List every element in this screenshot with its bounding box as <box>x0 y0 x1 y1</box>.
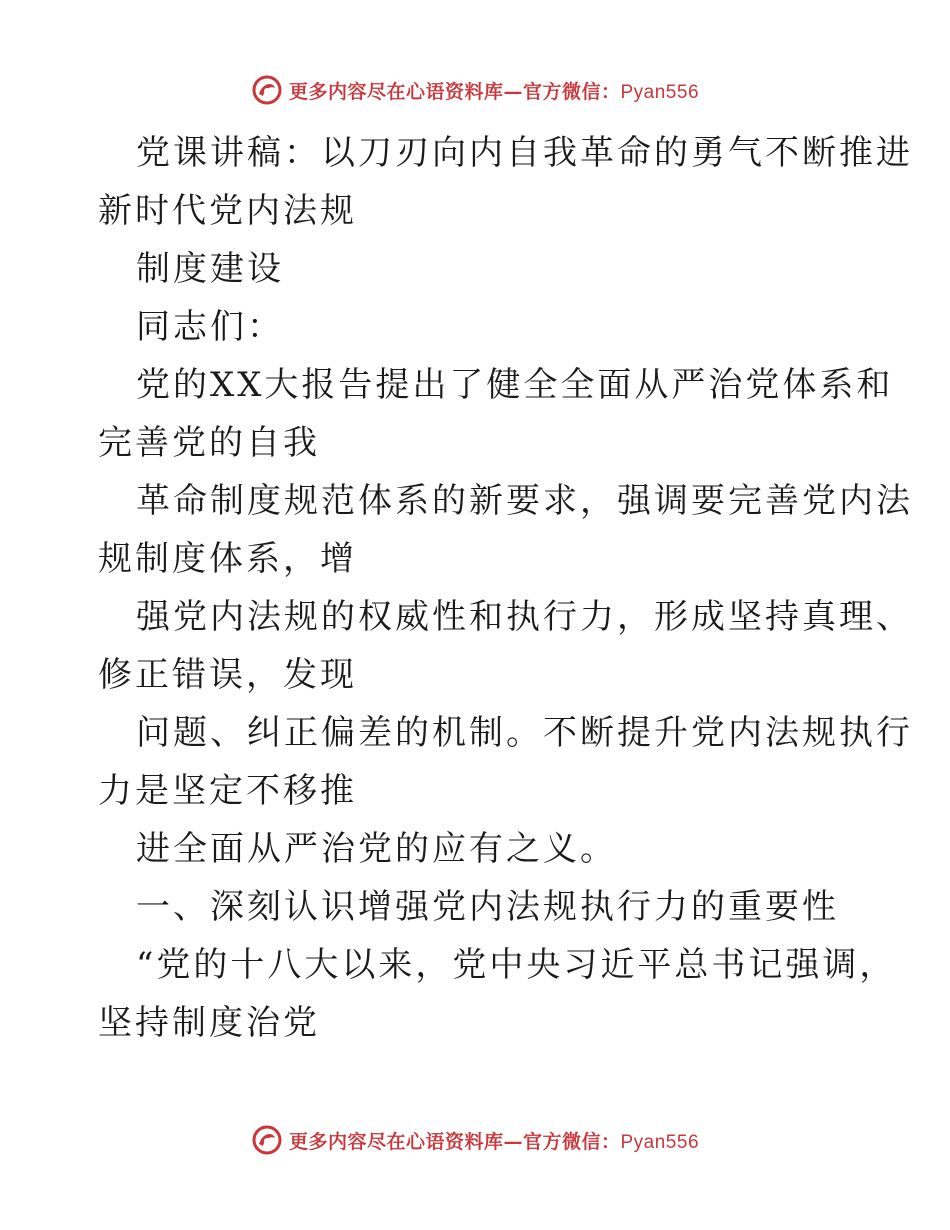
paragraph-line: 坚持制度治党 <box>98 1003 320 1043</box>
paragraph-line: 问题、纠正偏差的机制。不断提升党内法规执行 <box>136 713 913 753</box>
paragraph-line: 革命制度规范体系的新要求，强调要完善党内法 <box>136 481 913 521</box>
watermark-text: 更多内容尽在心语资料库—官方微信：Pyan556 <box>288 1130 700 1153</box>
logo-icon <box>251 1124 283 1156</box>
paragraph-line: 党的XX大报告提出了健全全面从严治党体系和 <box>136 365 894 405</box>
paragraph-line: 完善党的自我 <box>98 423 320 463</box>
title-line-1: 党课讲稿：以刀刃向内自我革命的勇气不断推进 <box>136 133 913 173</box>
paragraph-line: 强党内法规的权威性和执行力，形成坚持真理、 <box>136 597 913 637</box>
salutation: 同志们： <box>136 307 284 347</box>
paragraph-line: 修正错误，发现 <box>98 655 357 695</box>
header-watermark <box>0 70 950 110</box>
watermark-contact: Pyan556 <box>620 81 700 103</box>
paragraph-line: “党的十八大以来，党中央习近平总书记强调， <box>136 945 897 985</box>
section-heading: 一、深刻认识增强党内法规执行力的重要性 <box>136 887 839 927</box>
title-line-3: 制度建设 <box>136 249 284 289</box>
logo-icon <box>251 74 283 106</box>
document-body <box>98 124 913 1052</box>
watermark-text: 更多内容尽在心语资料库—官方微信：Pyan556 <box>288 80 700 103</box>
footer-watermark <box>0 1120 950 1160</box>
title-line-2: 新时代党内法规 <box>98 191 357 231</box>
watermark-contact: Pyan556 <box>620 1131 700 1153</box>
paragraph-line: 进全面从严治党的应有之义。 <box>136 829 617 869</box>
paragraph-line: 规制度体系，增 <box>98 539 357 579</box>
paragraph-line: 力是坚定不移推 <box>98 771 357 811</box>
